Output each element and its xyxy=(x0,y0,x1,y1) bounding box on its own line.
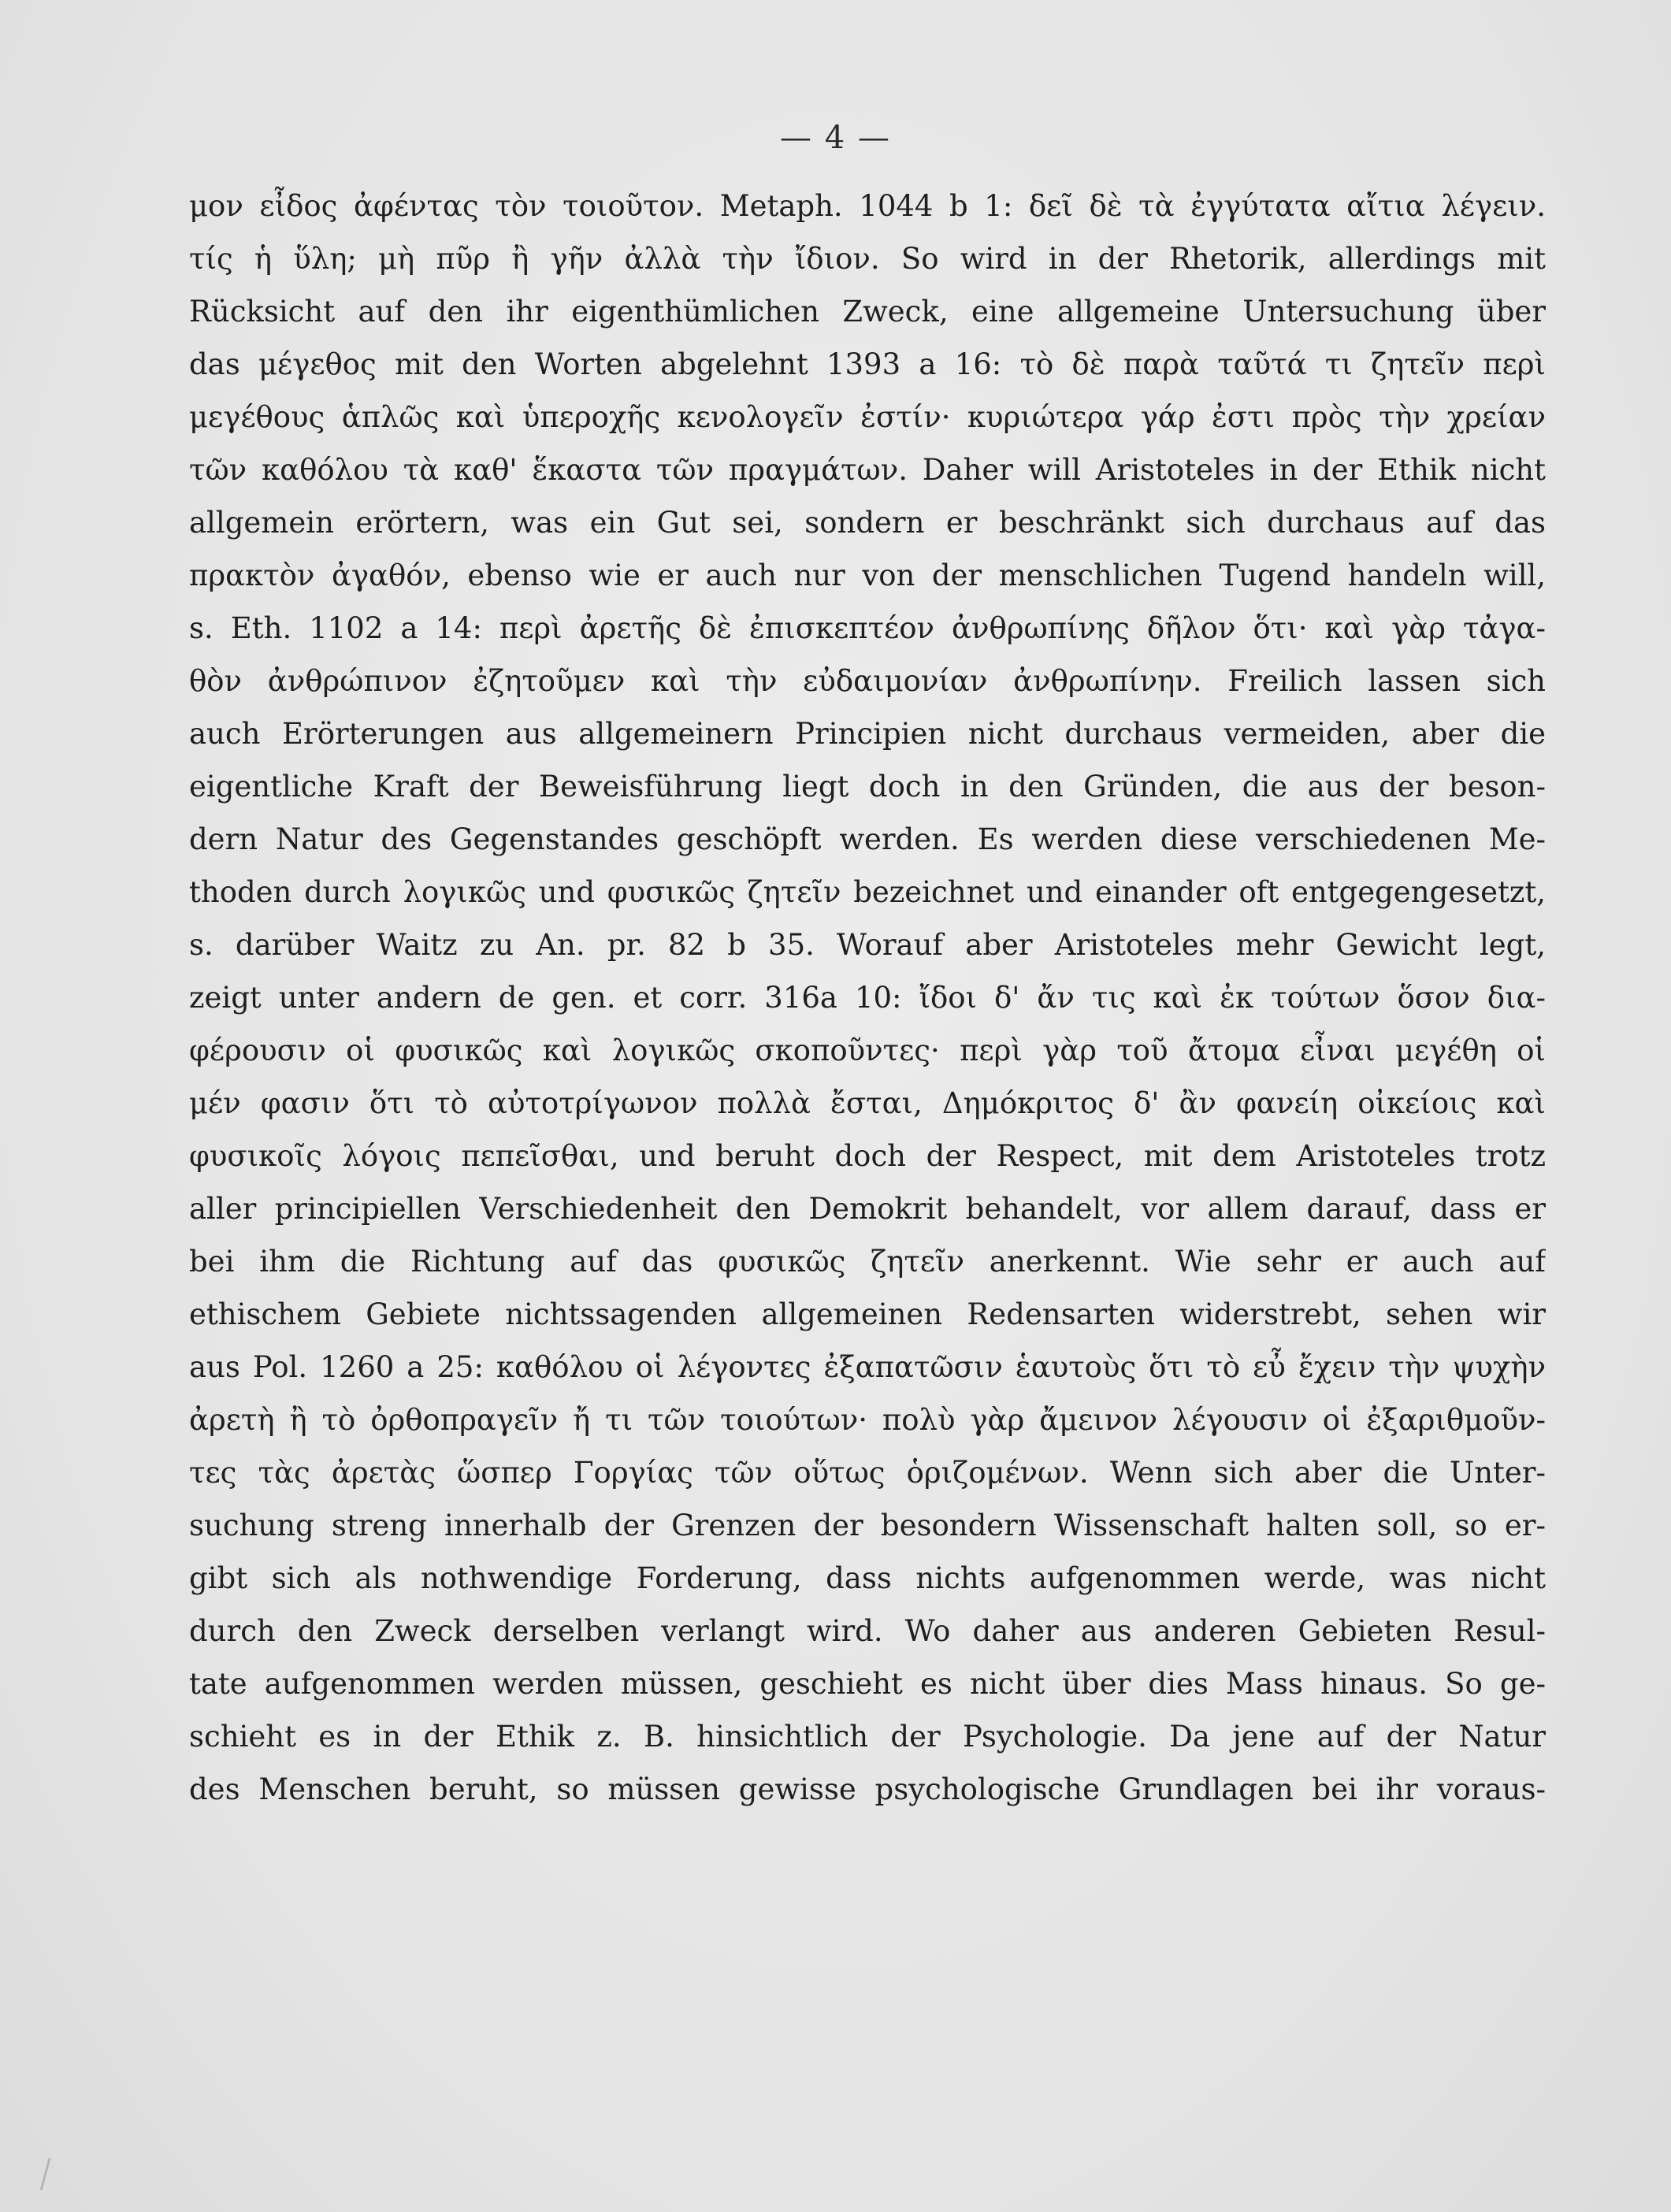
text-line: Rücksicht auf den ihr eigenthümlichen Zweck, eine allgemeine Untersuchung über xyxy=(189,295,1546,328)
text-line: tate aufgenommen werden müssen, geschieht es nicht über dies Mass hinaus. So ge- xyxy=(189,1667,1546,1701)
text-line: das μέγεθος mit den Worten abgelehnt 1393 a 16: τὸ δὲ παρὰ ταῦτά τι ζητεῖν περὶ xyxy=(189,347,1546,381)
text-line xyxy=(189,1816,1546,1869)
text-line: τες τὰς ἀρετὰς ὥσπερ Γοργίας τῶν οὕτως ὁριζομένων. Wenn sich aber die Unter- xyxy=(189,1456,1546,1490)
text-line: μον εἶδος ἀφέντας τὸν τοιοῦτον. Metaph. 1044 b 1: δεῖ δὲ τὰ ἐγγύτατα αἴτια λέγειν. xyxy=(189,189,1546,223)
text-line: ethischem Gebiete nichtssagenden allgemeinen Redensarten widerstrebt, sehen wir xyxy=(189,1297,1546,1331)
margin-mark xyxy=(40,2158,62,2190)
text-line: φέρουσιν οἱ φυσικῶς καὶ λογικῶς σκοποῦντες· περὶ γὰρ τοῦ ἄτομα εἶναι μεγέθη οἱ xyxy=(189,1034,1546,1067)
body-text xyxy=(189,180,1546,1869)
text-line: φυσικοῖς λόγοις πεπεῖσθαι, und beruht doch der Respect, mit dem Aristoteles trotz xyxy=(189,1139,1546,1173)
text-line: allgemein erörtern, was ein Gut sei, sondern er beschränkt sich durchaus auf das xyxy=(189,506,1546,540)
text-line: schieht es in der Ethik z. B. hinsichtlich der Psychologie. Da jene auf der Natur xyxy=(189,1720,1546,1754)
text-line: θὸν ἀνθρώπινον ἐζητοῦμεν καὶ τὴν εὐδαιμονίαν ἀνθρωπίνην. Freilich lassen sich xyxy=(189,664,1546,698)
text-line: zeigt unter andern de gen. et corr. 316a 10: ἴδοι δ' ἄν τις καὶ ἐκ τούτων ὅσον δια- xyxy=(189,981,1546,1015)
page-number: — 4 — xyxy=(780,120,891,156)
text-line: πρακτὸν ἀγαθόν, ebenso wie er auch nur von der menschlichen Tugend handeln will, xyxy=(189,559,1546,592)
text-line: gibt sich als nothwendige Forderung, dass nichts aufgenommen werde, was nicht xyxy=(189,1561,1546,1595)
text-line: aller principiellen Verschiedenheit den Demokrit behandelt, vor allem darauf, dass er xyxy=(189,1192,1546,1226)
text-line: τῶν καθόλου τὰ καθ' ἕκαστα τῶν πραγμάτων. Daher will Aristoteles in der Ethik nicht xyxy=(189,453,1546,487)
text-line: s. darüber Waitz zu An. pr. 82 b 35. Worauf aber Aristoteles mehr Gewicht legt, xyxy=(189,928,1546,962)
text-line: ἀρετὴ ἢ τὸ ὀρθοπραγεῖν ἤ τι τῶν τοιούτων· πολὺ γὰρ ἄμεινον λέγουσιν οἱ ἐξαριθμοῦν- xyxy=(189,1403,1546,1437)
text-line: thoden durch λογικῶς und φυσικῶς ζητεῖν bezeichnet und einander oft entgegengesetzt, xyxy=(189,875,1546,909)
text-line: durch den Zweck derselben verlangt wird. Wo daher aus anderen Gebieten Resul- xyxy=(189,1614,1546,1648)
text-line: auch Erörterungen aus allgemeinern Principien nicht durchaus vermeiden, aber die xyxy=(189,717,1546,751)
text-line: bei ihm die Richtung auf das φυσικῶς ζητεῖν anerkennt. Wie sehr er auch auf xyxy=(189,1245,1546,1279)
text-line: s. Eth. 1102 a 14: περὶ ἀρετῆς δὲ ἐπισκεπτέον ἀνθρωπίνης δῆλον ὅτι· καὶ γὰρ τἀγα- xyxy=(189,611,1546,645)
text-line: eigentliche Kraft der Beweisführung liegt doch in den Gründen, die aus der beson- xyxy=(189,770,1546,804)
text-line: μέν φασιν ὅτι τὸ αὐτοτρίγωνον πολλὰ ἔσται, Δημόκριτος δ' ἂν φανείη οἰκείοις καὶ xyxy=(189,1086,1546,1120)
text-line: dern Natur des Gegenstandes geschöpft werden. Es werden diese verschiedenen Me- xyxy=(189,822,1546,856)
text-line: suchung streng innerhalb der Grenzen der besondern Wissenschaft halten soll, so er- xyxy=(189,1509,1546,1542)
text-line: des Menschen beruht, so müssen gewisse psychologische Grundlagen bei ihr voraus- xyxy=(189,1772,1546,1806)
text-line: aus Pol. 1260 a 25: καθόλου οἱ λέγοντες ἐξαπατῶσιν ἑαυτοὺς ὅτι τὸ εὖ ἔχειν τὴν ψυχὴν xyxy=(189,1350,1546,1384)
text-line: τίς ἡ ὕλη; μὴ πῦρ ἢ γῆν ἀλλὰ τὴν ἴδιον. So wird in der Rhetorik, allerdings mit xyxy=(189,242,1546,276)
text-line: μεγέθους ἁπλῶς καὶ ὑπεροχῆς κενολογεῖν ἐστίν· κυριώτερα γάρ ἐστι πρὸς τὴν χρείαν xyxy=(189,400,1546,434)
